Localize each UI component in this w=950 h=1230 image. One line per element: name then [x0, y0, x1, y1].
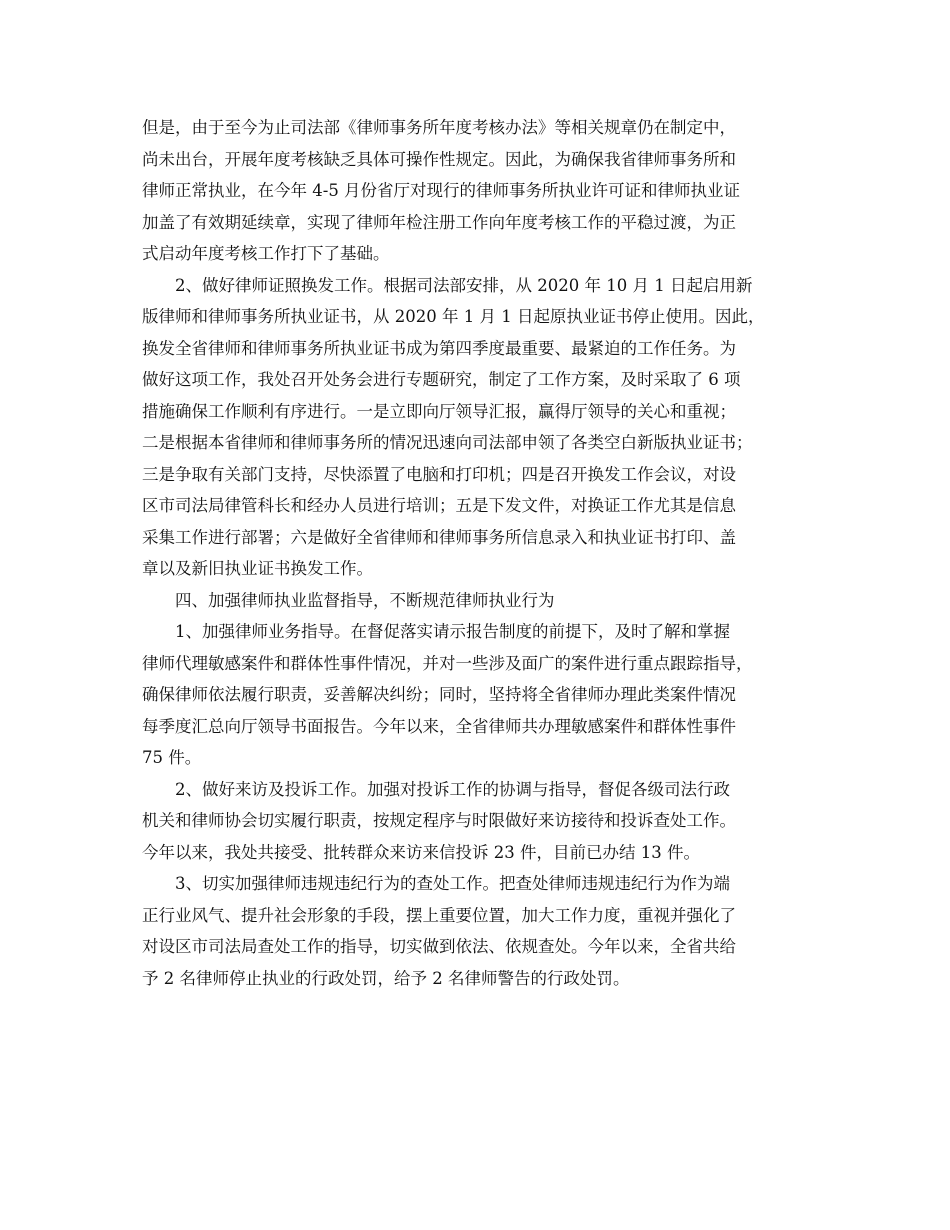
- text-line: 对设区市司法局查处工作的指导，切实做到依法、依规查处。今年以来，全省共给: [142, 937, 736, 956]
- text-line: 律师正常执业，在今年 4-5 月份省厅对现行的律师事务所执业许可证和律师执业证: [142, 181, 741, 200]
- text-line: 章以及新旧执业证书换发工作。: [142, 559, 373, 578]
- document-body: [142, 112, 822, 994]
- text-line: 律师代理敏感案件和群体性事件情况，并对一些涉及面广的案件进行重点跟踪指导，: [142, 653, 753, 673]
- text-line: 今年以来，我处共接受、批转群众来访来信投诉 23 件，目前已办结 13 件。: [142, 842, 700, 862]
- text-line: 版律师和律师事务所执业证书，从 2020 年 1 月 1 日起原执业证书停止使用。因此，: [142, 307, 765, 326]
- text-line: 换发全省律师和律师事务所执业证书成为第四季度最重要、最紧迫的工作任务。为: [142, 338, 736, 358]
- paragraph-start-line: 1、加强律师业务指导。在督促落实请示报告制度的前提下，及时了解和掌握: [175, 622, 730, 641]
- text-line: 75 件。: [142, 748, 202, 767]
- text-line: 采集工作进行部署；六是做好全省律师和律师事务所信息录入和执业证书打印、盖: [142, 527, 736, 547]
- text-line: 确保律师依法履行职责，妥善解决纠纷；同时，坚持将全省律师办理此类案件情况: [142, 685, 736, 704]
- text-line: 予 2 名律师停止执业的行政处罚，给予 2 名律师警告的行政处罚。: [142, 968, 630, 988]
- text-line: 措施确保工作顺利有序进行。一是立即向厅领导汇报，赢得厅领导的关心和重视；: [142, 401, 736, 421]
- paragraph-start-line: 2、做好律师证照换发工作。根据司法部安排，从 2020 年 10 月 1 日起启用新: [175, 275, 753, 295]
- text-line: 每季度汇总向厅领导书面报告。今年以来，全省律师共办理敏感案件和群体性事件: [142, 716, 736, 736]
- text-line: 正行业风气、提升社会形象的手段，摆上重要位置，加大工作力度，重视并强化了: [142, 905, 736, 925]
- text-line: 加盖了有效期延续章，实现了律师年检注册工作向年度考核工作的平稳过渡，为正: [142, 212, 736, 232]
- section-heading: 四、加强律师执业监督指导，不断规范律师执业行为: [175, 590, 555, 610]
- text-line: 但是，由于至今为止司法部《律师事务所年度考核办法》等相关规章仍在制定中，: [142, 118, 736, 137]
- text-line: 式启动年度考核工作打下了基础。: [142, 244, 390, 263]
- text-line: 尚未出台，开展年度考核缺乏具体可操作性规定。因此，为确保我省律师事务所和: [142, 149, 736, 169]
- paragraph-start-line: 2、做好来访及投诉工作。加强对投诉工作的协调与指导，督促各级司法行政: [175, 779, 730, 799]
- text-line: 区市司法局律管科长和经办人员进行培训；五是下发文件，对换证工作尤其是信息: [142, 496, 736, 515]
- text-line: 机关和律师协会切实履行职责，按规定程序与时限做好来访接待和投诉查处工作。: [142, 811, 736, 830]
- text-line: 三是争取有关部门支持，尽快添置了电脑和打印机；四是召开换发工作会议，对设: [142, 464, 736, 484]
- paragraph-start-line: 3、切实加强律师违规违纪行为的查处工作。把查处律师违规违纪行为作为端: [175, 874, 730, 893]
- text-line: 二是根据本省律师和律师事务所的情况迅速向司法部申领了各类空白新版执业证书；: [142, 433, 753, 452]
- text-line: 做好这项工作，我处召开处务会进行专题研究，制定了工作方案，及时采取了 6 项: [142, 370, 741, 389]
